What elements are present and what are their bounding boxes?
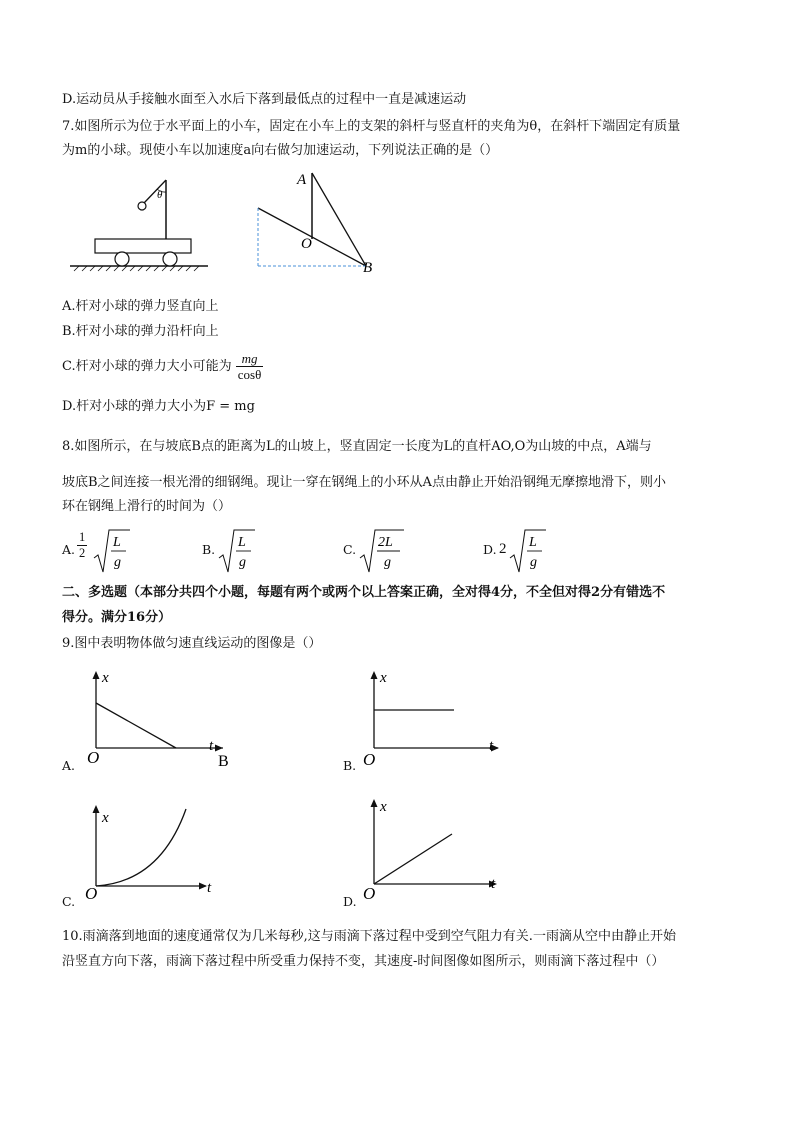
q7-option-b: B.杆对小球的弹力沿杆向上 <box>62 324 219 339</box>
q9-option-a: A. <box>62 758 76 773</box>
q7-cart-figure <box>70 175 210 275</box>
q8-option-c <box>343 528 413 574</box>
q7-option-c-fraction <box>236 351 264 382</box>
q7-stem-line2: 为m的小球。现使小车以加速度a向右做匀加速运动，下列说法正确的是（） <box>62 143 499 158</box>
q7-slope-figure <box>255 168 385 278</box>
svg-text:L: L <box>238 535 246 550</box>
q9-option-c: C. <box>62 894 76 909</box>
q7-stem-line1: 7.如图所示为位于水平面上的小车，固定在小车上的支架的斜杆与竖直杆的夹角为θ，在斜杆下端固定有质量 <box>62 119 681 134</box>
stray-b-label: B <box>218 753 229 770</box>
section2-header-line2: 得分。满分16分） <box>62 610 172 625</box>
svg-text:x: x <box>102 670 109 686</box>
svg-text:O: O <box>363 750 376 769</box>
svg-text:t: t <box>209 738 214 754</box>
q8-option-c-label: C. <box>343 542 357 557</box>
q9-graph-c <box>85 802 235 902</box>
q9-option-b: B. <box>343 758 357 773</box>
q8-stem-line1: 8.如图所示，在与坡底B点的距离为L的山坡上，竖直固定一长度为L的直杆AO,O为山坡的中点，A端与 <box>62 439 652 454</box>
q7-option-c <box>62 350 263 384</box>
q7-option-c-denominator: cosθ <box>237 367 262 382</box>
q10-stem-line2: 沿竖直方向下落，雨滴下落过程中所受重力保持不变，其速度-时间图像如图所示，则雨滴下落过程中（） <box>62 954 665 969</box>
svg-text:x: x <box>380 799 387 815</box>
q8-stem-line2: 坡底B之间连接一根光滑的细钢绳。现让一穿在钢绳上的小环从A点由静止开始沿钢绳无摩擦地滑下，则小 <box>62 475 666 490</box>
q8-option-b <box>202 528 262 574</box>
q9-graph-b <box>363 668 513 778</box>
q8-option-b-label: B. <box>202 542 216 557</box>
q8-option-a-coef: $\frac{1}{2}$ <box>79 530 86 560</box>
q7-option-d: D.杆对小球的弹力大小为F = mg <box>62 399 255 414</box>
q8-option-d <box>483 528 553 574</box>
svg-text:L: L <box>113 535 121 550</box>
svg-text:g: g <box>384 555 391 570</box>
q8-stem-line3: 环在钢绳上滑行的时间为（） <box>62 499 232 514</box>
q7-option-c-numerator: mg <box>236 351 264 367</box>
q8-option-d-coef: 2 <box>499 541 507 557</box>
svg-text:2L: 2L <box>378 535 393 550</box>
svg-text:O: O <box>363 884 376 903</box>
svg-text:g: g <box>114 555 121 570</box>
svg-text:t: t <box>489 738 494 754</box>
svg-text:t: t <box>207 880 212 896</box>
q9-option-d: D. <box>343 894 357 909</box>
svg-text:L: L <box>529 535 537 550</box>
svg-text:O: O <box>85 884 98 903</box>
svg-text:g: g <box>239 555 246 570</box>
q10-stem-line1: 10.雨滴落到地面的速度通常仅为几米每秒,这与雨滴下落过程中受到空气阻力有关.一雨滴从空中由静止开始 <box>62 929 676 944</box>
q6-option-d: D.运动员从手接触水面至入水后下落到最低点的过程中一直是减速运动 <box>62 92 467 107</box>
q7-option-c-text: C.杆对小球的弹力大小可能为 <box>62 359 232 374</box>
q9-stem: 9.图中表明物体做匀速直线运动的图像是（） <box>62 636 322 651</box>
svg-text:x: x <box>380 670 387 686</box>
theta-label: θ <box>157 189 163 201</box>
q8-option-a-label: A. <box>62 542 76 557</box>
point-b-label: B <box>363 260 373 276</box>
point-o-label: O <box>301 236 312 252</box>
svg-text:t: t <box>491 876 496 892</box>
q9-graph-a <box>85 668 245 778</box>
q9-graph-d <box>363 796 513 902</box>
q8-option-d-label: D. <box>483 542 497 557</box>
svg-text:O: O <box>87 748 100 767</box>
q7-option-a: A.杆对小球的弹力竖直向上 <box>62 299 219 314</box>
section2-header-line1: 二、多选题（本部分共四个小题，每题有两个或两个以上答案正确，全对得4分，不全但对得2分有错选不 <box>62 585 666 600</box>
point-a-label: A <box>297 172 307 188</box>
svg-text:g: g <box>530 555 537 570</box>
svg-text:x: x <box>102 810 109 826</box>
q8-option-a <box>62 528 142 574</box>
